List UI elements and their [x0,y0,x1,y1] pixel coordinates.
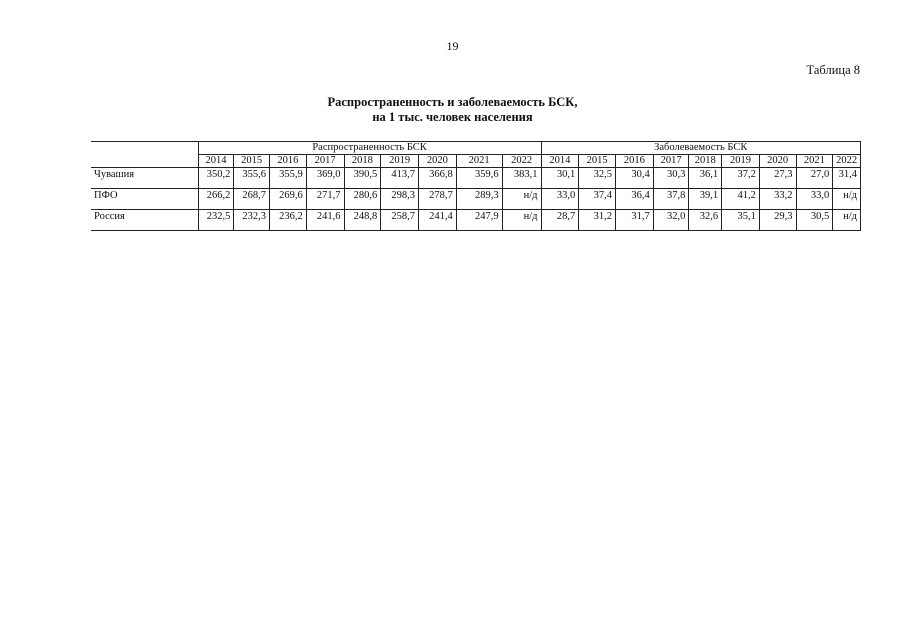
year-header-incidence-2019: 2019 [722,155,760,168]
prevalence-value-cell: 266,2 [198,189,234,210]
prevalence-value-cell: 390,5 [344,168,381,189]
incidence-value-cell: 37,2 [722,168,760,189]
incidence-value-cell: 33,2 [759,189,796,210]
table-body [91,168,861,231]
incidence-value-cell: 30,4 [615,168,653,189]
prevalence-value-cell: 268,7 [234,189,270,210]
year-header-prevalence-2015: 2015 [234,155,270,168]
corner-cell [91,142,198,155]
prevalence-value-cell: 271,7 [306,189,344,210]
prevalence-value-cell: 278,7 [418,189,456,210]
year-header-incidence-2020: 2020 [759,155,796,168]
year-header-prevalence-2018: 2018 [344,155,381,168]
incidence-value-cell: 27,3 [759,168,796,189]
incidence-value-cell: 32,6 [689,210,722,231]
prevalence-value-cell: 236,2 [270,210,307,231]
incidence-value-cell: 31,4 [833,168,861,189]
prevalence-value-cell: 241,4 [418,210,456,231]
prevalence-value-cell: 247,9 [456,210,502,231]
prevalence-value-cell: 369,0 [306,168,344,189]
incidence-value-cell: 37,4 [579,189,616,210]
incidence-value-cell: 31,2 [579,210,616,231]
year-header-row [91,155,861,168]
year-header-incidence-2022: 2022 [833,155,861,168]
incidence-value-cell: 30,3 [653,168,689,189]
incidence-value-cell: 39,1 [689,189,722,210]
table-row [91,189,861,210]
year-header-incidence-2018: 2018 [689,155,722,168]
year-header-incidence-2016: 2016 [615,155,653,168]
region-label: Россия [91,210,198,231]
incidence-value-cell: 29,3 [759,210,796,231]
year-header-incidence-2014: 2014 [541,155,579,168]
year-header-prevalence-2014: 2014 [198,155,234,168]
prevalence-value-cell: 232,5 [198,210,234,231]
incidence-value-cell: 36,4 [615,189,653,210]
prevalence-value-cell: 289,3 [456,189,502,210]
table-row [91,210,861,231]
prevalence-value-cell: 413,7 [381,168,419,189]
incidence-value-cell: н/д [833,189,861,210]
table-title-line-1: Распространенность и заболеваемость БСК, [327,95,578,109]
incidence-value-cell: 27,0 [796,168,833,189]
year-header-prevalence-2021: 2021 [456,155,502,168]
year-header-prevalence-2022: 2022 [502,155,541,168]
year-header-incidence-2017: 2017 [653,155,689,168]
year-header-prevalence-2016: 2016 [270,155,307,168]
prevalence-value-cell: 298,3 [381,189,419,210]
prevalence-value-cell: 350,2 [198,168,234,189]
incidence-value-cell: 33,0 [541,189,579,210]
group-header-row [91,142,861,155]
region-label: ПФО [91,189,198,210]
prevalence-value-cell: 280,6 [344,189,381,210]
statistics-table [91,141,861,231]
prevalence-value-cell: 258,7 [381,210,419,231]
incidence-value-cell: 30,5 [796,210,833,231]
prevalence-value-cell: 383,1 [502,168,541,189]
region-label: Чувашия [91,168,198,189]
incidence-value-cell: 30,1 [541,168,579,189]
prevalence-value-cell: 366,8 [418,168,456,189]
incidence-value-cell: 37,8 [653,189,689,210]
prevalence-value-cell: 232,3 [234,210,270,231]
incidence-value-cell: 32,5 [579,168,616,189]
prevalence-value-cell: 355,6 [234,168,270,189]
year-corner-cell [91,155,198,168]
year-header-prevalence-2019: 2019 [381,155,419,168]
prevalence-value-cell: 359,6 [456,168,502,189]
incidence-value-cell: 36,1 [689,168,722,189]
prevalence-value-cell: 355,9 [270,168,307,189]
year-header-prevalence-2017: 2017 [306,155,344,168]
prevalence-value-cell: 241,6 [306,210,344,231]
prevalence-value-cell: 248,8 [344,210,381,231]
incidence-value-cell: 28,7 [541,210,579,231]
incidence-value-cell: 31,7 [615,210,653,231]
table-label: Таблица 8 [806,63,860,77]
year-header-incidence-2021: 2021 [796,155,833,168]
table-title-line-2: на 1 тыс. человек населения [372,110,533,124]
prevalence-value-cell: 269,6 [270,189,307,210]
prevalence-value-cell: н/д [502,210,541,231]
table-row [91,168,861,189]
page-number: 19 [446,39,459,53]
incidence-value-cell: н/д [833,210,861,231]
year-header-incidence-2015: 2015 [579,155,616,168]
year-header-prevalence-2020: 2020 [418,155,456,168]
group-header-prevalence: Распространенность БСК [198,142,541,155]
incidence-value-cell: 41,2 [722,189,760,210]
group-header-incidence: Заболеваемость БСК [541,142,861,155]
table-title [0,95,905,125]
incidence-value-cell: 35,1 [722,210,760,231]
prevalence-value-cell: н/д [502,189,541,210]
incidence-value-cell: 32,0 [653,210,689,231]
incidence-value-cell: 33,0 [796,189,833,210]
